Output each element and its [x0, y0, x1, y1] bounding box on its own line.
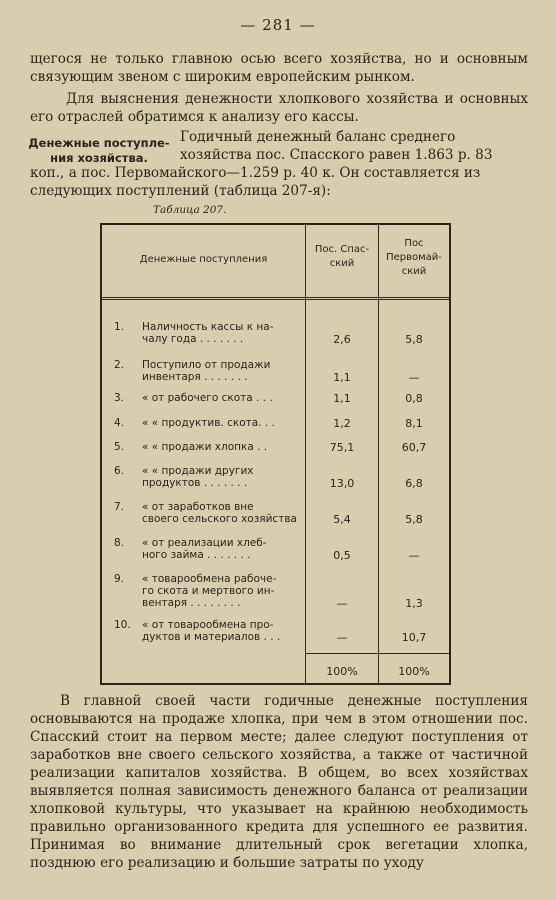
row-number: 7.: [114, 501, 125, 513]
total-pervomaisky: 100%: [398, 665, 430, 678]
value-spassky: 0,5: [333, 549, 351, 562]
value-pervomaisky: —: [408, 371, 420, 384]
row-label: « от рабочего скота . . .: [142, 392, 273, 404]
paragraph-4: В главной своей части годичные денежные поступления основываются на продаже хлопка, при чем в этом отношении пос. Спасский стоит на первом месте; далее следуют поступления от заработков вне своего сельского хозяйства, а также от частичной реализации капиталов хозяйства. В общем, во всех хозяйствах выявляется полная зависимость денежного баланса от реализации хлопковой культуры, что указывает на крайнюю необходимость правильно организованного кредита для успешного ее развития. Принимая во внимание длительный срок вегетации хлопка, позднюю его реализацию и большие затраты по уходу: [30, 693, 528, 871]
value-pervomaisky: 10,7: [401, 631, 427, 644]
value-pervomaisky: 60,7: [401, 441, 427, 454]
total-rule: [306, 653, 449, 654]
value-pervomaisky: 5,8: [405, 513, 423, 526]
row-label: « « продажи хлопка . .: [142, 441, 268, 453]
data-table: [100, 223, 451, 685]
row-label: « от заработков вне своего сельского хозяйства: [142, 501, 297, 525]
paragraph-3: Годичный денежный баланс среднего хозяйства пос. Спасского равен 1.863 р. 83 коп., а пос. Первомайского—1.259 р. 40 к. Он составляется из следующих поступлений (таблица 207-я):: [30, 129, 493, 199]
row-label: Наличность кассы к на- чалу года . . . . . . .: [142, 321, 274, 345]
row-number: 8.: [114, 537, 125, 549]
value-spassky: —: [336, 631, 348, 644]
row-number: 5.: [114, 441, 125, 453]
header-pervomaisky: Пос Первомай- ский: [386, 238, 442, 277]
paragraph-2: Для выяснения денежности хлопкового хозяйства и основных его отраслей обратимся к анализу его кассы.: [30, 91, 528, 125]
value-pervomaisky: 1,3: [405, 597, 423, 610]
row-number: 2.: [114, 359, 125, 371]
row-label: « от товарообмена про- дуктов и материалов . . .: [142, 619, 281, 643]
paragraph-1: щегося не только главною осью всего хозяйства, но и основным связующим звеном с широким европейским рынком.: [30, 51, 528, 85]
row-number: 1.: [114, 321, 125, 333]
total-spassky: 100%: [326, 665, 358, 678]
row-label: « « продуктив. скота. . .: [142, 417, 275, 429]
value-spassky: 5,4: [333, 513, 351, 526]
value-pervomaisky: 6,8: [405, 477, 423, 490]
value-spassky: —: [336, 597, 348, 610]
value-spassky: 75,1: [329, 441, 355, 454]
table-caption: Таблица 207.: [153, 204, 227, 216]
row-number: 10.: [114, 619, 131, 631]
row-number: 9.: [114, 573, 125, 585]
value-spassky: 1,2: [333, 417, 351, 430]
value-spassky: 13,0: [329, 477, 355, 490]
row-number: 4.: [114, 417, 125, 429]
header-spassky: Пос. Спас- ский: [314, 244, 370, 269]
value-pervomaisky: 5,8: [405, 333, 423, 346]
value-spassky: 2,6: [333, 333, 351, 346]
value-spassky: 1,1: [333, 371, 351, 384]
row-number: 3.: [114, 392, 125, 404]
row-label: Поступило от продажи инвентаря . . . . . . .: [142, 359, 271, 383]
table-header: [102, 225, 449, 300]
value-pervomaisky: 0,8: [405, 392, 423, 405]
value-pervomaisky: —: [408, 549, 420, 562]
row-label: « товарообмена рабоче- го скота и мертвого ин- вентаря . . . . . . . .: [142, 573, 277, 609]
row-number: 6.: [114, 465, 125, 477]
row-label: « от реализации хлеб- ного займа . . . . . . .: [142, 537, 267, 561]
margin-note: Денежные поступле- ния хозяйства.: [28, 136, 170, 165]
value-pervomaisky: 8,1: [405, 417, 423, 430]
row-label: « « продажи других продуктов . . . . . . .: [142, 465, 254, 489]
header-name: Денежные поступления: [139, 254, 268, 265]
page-number: — 281 —: [240, 16, 316, 34]
value-spassky: 1,1: [333, 392, 351, 405]
